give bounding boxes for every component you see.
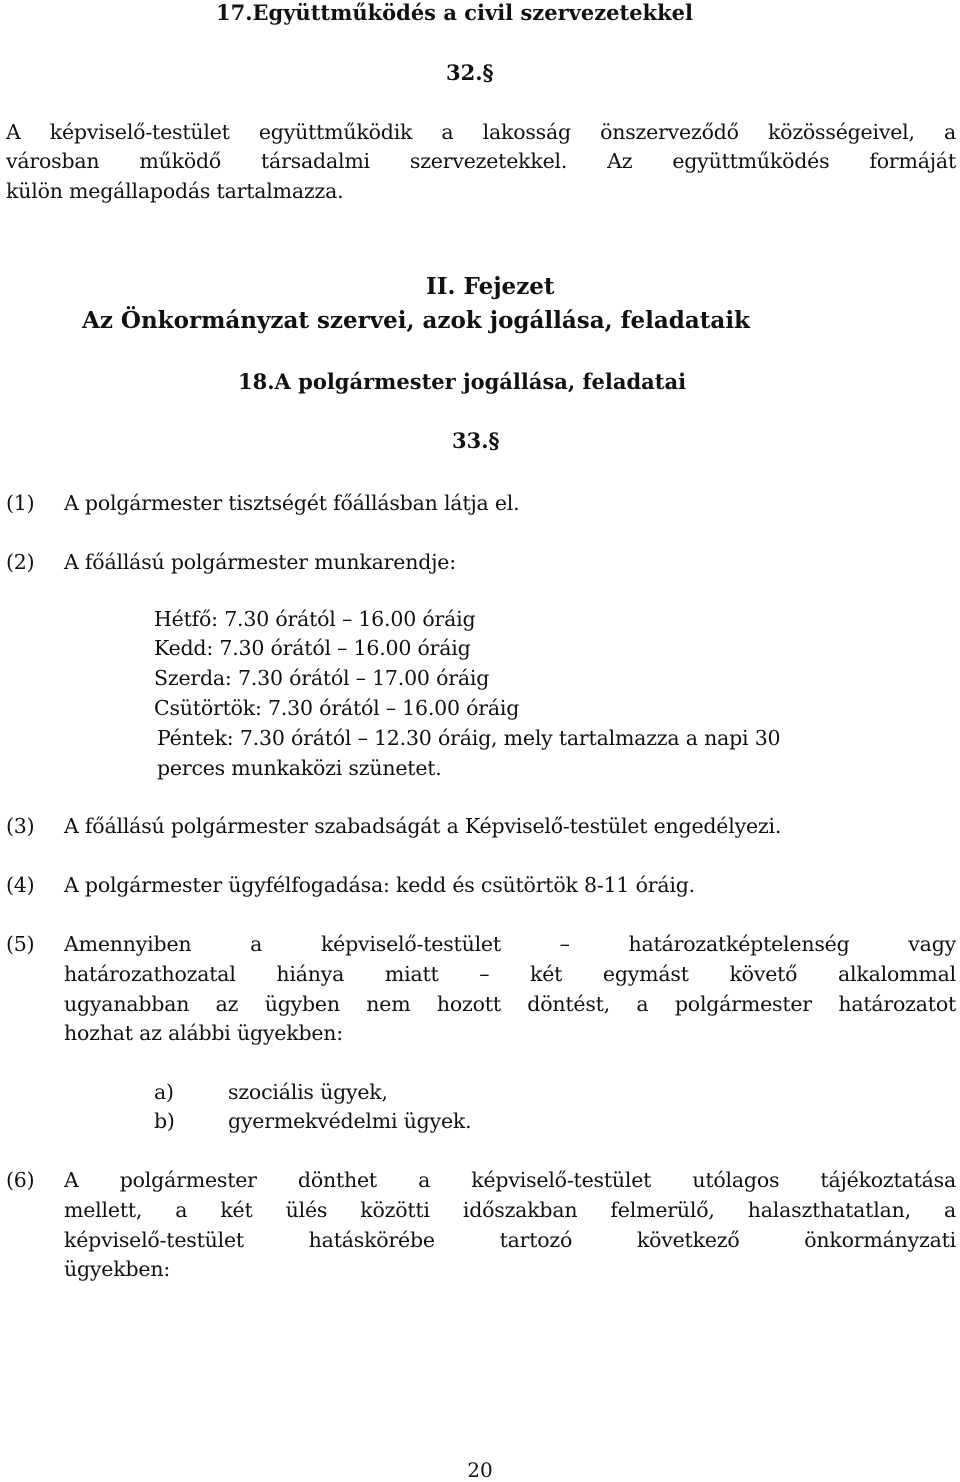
item-number-2: (2)	[6, 550, 35, 574]
schedule-monday: Hétfő: 7.30 órától – 16.00 óráig	[154, 607, 476, 631]
paragraph-number-33: 33.§	[452, 428, 500, 453]
item-text-2: A főállású polgármester munkarendje:	[64, 550, 456, 574]
schedule-friday: Péntek: 7.30 órától – 12.30 óráig, mely tartalmazza a napi 30	[157, 726, 781, 750]
item5-line-3: ugyanabban az ügyben nem hozott döntést, a polgármester határozatot	[64, 992, 956, 1016]
schedule-thursday: Csütörtök: 7.30 órától – 16.00 óráig	[154, 696, 520, 720]
subitem-text-b: gyermekvédelmi ügyek.	[228, 1109, 472, 1133]
item-number-3: (3)	[6, 814, 35, 838]
item5-line-4: hozhat az alábbi ügyekben:	[64, 1021, 344, 1045]
subitem-letter-a: a)	[154, 1080, 174, 1104]
item6-line-4: ügyekben:	[64, 1257, 171, 1281]
page-number: 20	[467, 1458, 493, 1482]
item5-line-1: Amennyiben a képviselő-testület – határozatképtelenség vagy	[64, 932, 956, 956]
section-heading-18: 18.A polgármester jogállása, feladatai	[238, 369, 687, 394]
section-heading-17: 17.Együttműködés a civil szervezetekkel	[216, 0, 693, 25]
item6-line-2: mellett, a két ülés közötti időszakban felmerülő, halaszthatatlan, a	[64, 1198, 956, 1222]
sec17-line-3: külön megállapodás tartalmazza.	[6, 179, 344, 203]
sec17-line-1: A képviselő-testület együttműködik a lakosság önszerveződő közösségeivel, a	[6, 120, 956, 144]
item6-line-1: A polgármester dönthet a képviselő-testület utólagos tájékoztatása	[64, 1168, 956, 1192]
item-text-4: A polgármester ügyfélfogadása: kedd és csütörtök 8-11 óráig.	[64, 873, 695, 897]
item-number-4: (4)	[6, 873, 35, 897]
item-number-5: (5)	[6, 932, 35, 956]
item6-line-3: képviselő-testület hatáskörébe tartozó következő önkormányzati	[64, 1228, 956, 1252]
subitem-text-a: szociális ügyek,	[228, 1080, 388, 1104]
chapter-title: Az Önkormányzat szervei, azok jogállása, feladataik	[82, 307, 750, 334]
paragraph-number-32: 32.§	[446, 60, 494, 85]
schedule-wednesday: Szerda: 7.30 órától – 17.00 óráig	[154, 666, 490, 690]
subitem-letter-b: b)	[154, 1109, 175, 1133]
item-number-1: (1)	[6, 491, 35, 515]
schedule-friday-cont: perces munkaközi szünetet.	[157, 756, 442, 780]
item5-line-2: határozathozatal hiánya miatt – két egymást követő alkalommal	[64, 962, 956, 986]
item-text-1: A polgármester tisztségét főállásban látja el.	[64, 491, 520, 515]
sec17-line-2: városban működő társadalmi szervezetekkel. Az együttműködés formáját	[6, 149, 956, 173]
chapter-number: II. Fejezet	[426, 273, 555, 300]
schedule-tuesday: Kedd: 7.30 órától – 16.00 óráig	[154, 636, 471, 660]
item-number-6: (6)	[6, 1168, 35, 1192]
item-text-3: A főállású polgármester szabadságát a Képviselő-testület engedélyezi.	[64, 814, 782, 838]
